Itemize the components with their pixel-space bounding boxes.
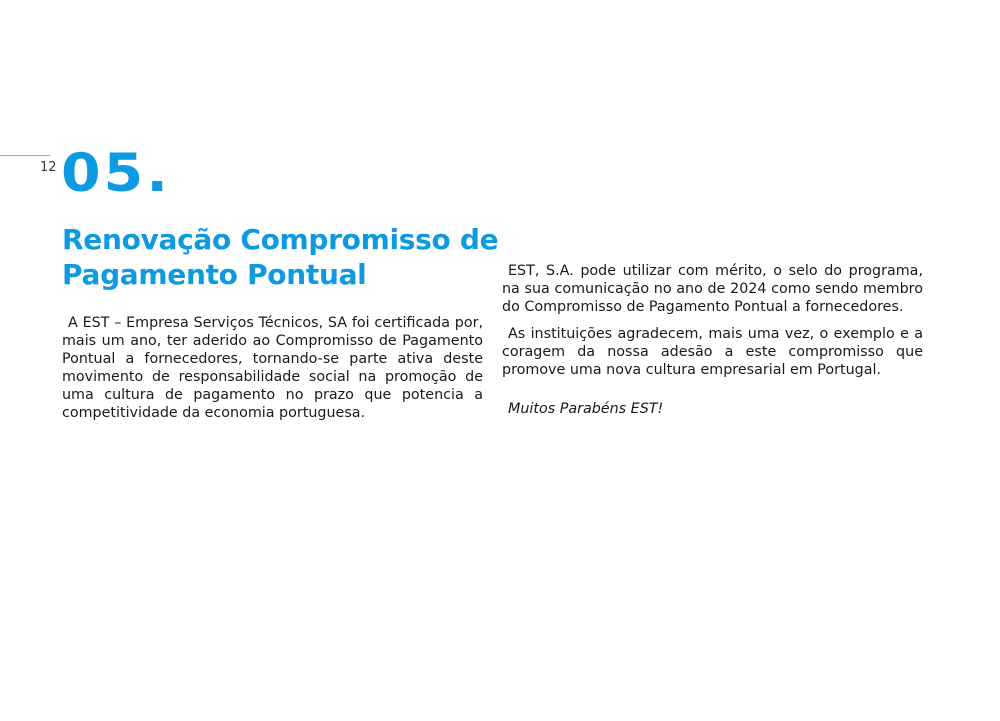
right-paragraph-1: EST, S.A. pode utilizar com mérito, o selo do programa, na sua comunicação no ano de 2024 como sendo membro do Compromisso de Pagamento Pontual a fornecedores. — [502, 263, 923, 315]
page-number: 12 — [40, 160, 57, 175]
closing-line: Muitos Parabéns EST! — [508, 401, 664, 417]
header-rule — [0, 155, 50, 156]
left-column — [62, 314, 483, 422]
right-column — [502, 262, 923, 418]
left-paragraph: A EST – Empresa Serviços Técnicos, SA foi certificada por, mais um ano, ter aderido ao Compromisso de Pagamento Pontual a fornecedores, tornando-se parte ativa deste movimento de responsabilidade social na promoção de uma cultura de pagamento no prazo que potencia a competitividade da economia portuguesa. — [62, 315, 483, 421]
right-paragraph-2: As instituições agradecem, mais uma vez, o exemplo e a coragem da nossa adesão a este compromisso que promove uma nova cultura empresarial em Portugal. — [502, 326, 923, 378]
section-number: 05. — [61, 143, 171, 205]
section-title: Renovação Compromisso de Pagamento Pontual — [62, 223, 499, 291]
